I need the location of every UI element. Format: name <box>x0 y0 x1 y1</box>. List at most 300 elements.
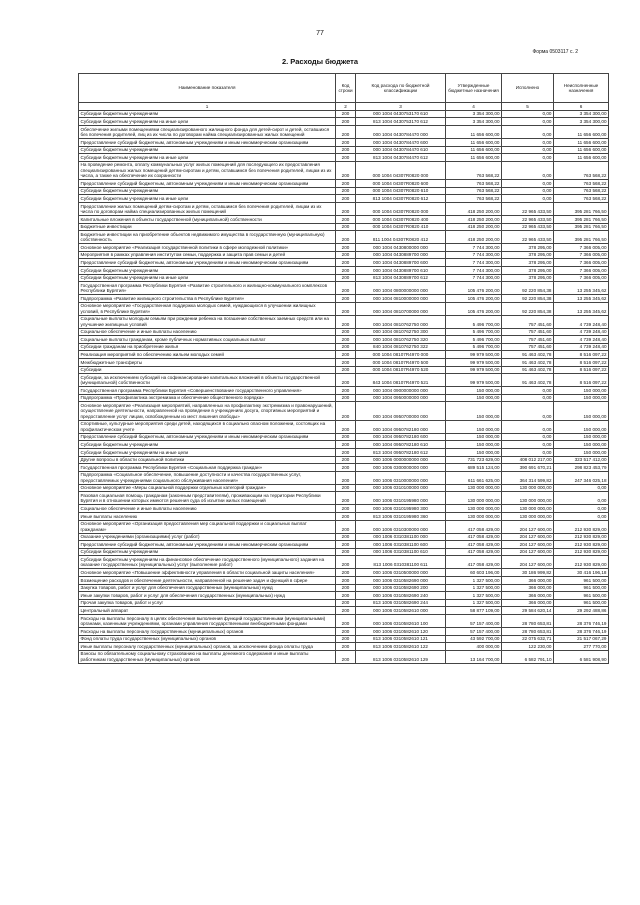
row-approved-amount: 99 979 500,00 <box>446 359 502 367</box>
row-remaining-amount: 7 366 005,00 <box>554 266 609 274</box>
row-line-code: 200 <box>336 492 356 505</box>
row-remaining-amount: 7 366 005,00 <box>554 274 609 282</box>
row-name: Предоставление субсидий бюджетным, автономным учреждениям и иным некоммерческим организациям <box>79 259 336 267</box>
row-executed-amount: 0,00 <box>502 387 554 395</box>
row-line-code: 200 <box>336 110 356 118</box>
row-classification-code: 813 1006 0310195980 360 <box>356 513 446 521</box>
row-remaining-amount: 395 281 766,50 <box>554 202 609 215</box>
row-executed-amount: 22 075 632,71 <box>502 635 554 643</box>
table-row <box>79 420 609 433</box>
column-header-remaining: Неисполненные назначения <box>554 74 609 103</box>
row-classification-code: 813 1006 0310582610 121 <box>356 635 446 643</box>
row-line-code: 200 <box>336 251 356 259</box>
row-classification-code: 000 1004 04307R0820 610 <box>356 187 446 195</box>
table-row <box>79 343 609 351</box>
row-remaining-amount: 277 770,00 <box>554 643 609 651</box>
row-executed-amount: 378 295,00 <box>502 266 554 274</box>
row-name: Основное мероприятие «Меры социальной поддержки отдельных категорий граждан» <box>79 484 336 492</box>
table-row <box>79 614 609 627</box>
row-executed-amount: 22 965 433,50 <box>502 202 554 215</box>
row-approved-amount: 150 000,00 <box>446 441 502 449</box>
row-approved-amount: 11 656 600,00 <box>446 125 502 138</box>
row-approved-amount: 1 327 500,00 <box>446 584 502 592</box>
row-remaining-amount: 3 354 300,00 <box>554 110 609 118</box>
table-row <box>79 569 609 577</box>
row-approved-amount: 130 000 000,00 <box>446 513 502 521</box>
row-executed-amount: 28 780 653,81 <box>502 614 554 627</box>
table-row <box>79 195 609 203</box>
column-header-line-code: Код строки <box>336 74 356 103</box>
row-remaining-amount: 247 346 025,18 <box>554 471 609 484</box>
row-line-code: 200 <box>336 541 356 549</box>
row-approved-amount: 689 515 124,00 <box>446 464 502 472</box>
row-name: Реализация мероприятий по обеспечению жильем молодых семей <box>79 351 336 359</box>
row-remaining-amount: 4 739 248,40 <box>554 336 609 344</box>
row-executed-amount: 0,00 <box>502 118 554 126</box>
row-classification-code: 000 1006 0310195980 000 <box>356 492 446 505</box>
table-row <box>79 154 609 162</box>
row-line-code: 200 <box>336 374 356 387</box>
row-line-code: 200 <box>336 556 356 569</box>
row-line-code: 200 <box>336 650 356 663</box>
column-number: 4 <box>446 103 502 111</box>
row-name: Субсидии бюджетным учреждениям <box>79 441 336 449</box>
row-name: Прочая закупка товаров, работ и услуг <box>79 599 336 607</box>
row-approved-amount: 7 744 300,00 <box>446 251 502 259</box>
row-name: Основное мероприятие «Организация предоставления мер социальной поддержки и социальных выплат гражданам» <box>79 520 336 533</box>
row-approved-amount: 418 250 200,00 <box>446 223 502 231</box>
row-classification-code: 813 1004 0430889700 612 <box>356 274 446 282</box>
row-line-code: 200 <box>336 513 356 521</box>
row-name: Иные выплаты персоналу государственных (муниципальных) органов, за исключением фонда оплаты труда <box>79 643 336 651</box>
row-approved-amount: 150 000,00 <box>446 433 502 441</box>
row-classification-code: 000 1004 0810000000 000 <box>356 295 446 303</box>
table-row <box>79 274 609 282</box>
row-line-code: 200 <box>336 635 356 643</box>
row-classification-code: 000 1004 0430889700 610 <box>356 266 446 274</box>
row-executed-amount: 204 127 600,00 <box>502 520 554 533</box>
row-classification-code: 000 1004 08107R4970 000 <box>356 351 446 359</box>
row-classification-code: 000 1004 0810762750 300 <box>356 328 446 336</box>
row-executed-amount: 364 314 599,82 <box>502 471 554 484</box>
row-name: Основное мероприятие «Повышение эффективности управления в области социальной защиты населения» <box>79 569 336 577</box>
row-name: Центральный аппарат <box>79 607 336 615</box>
row-line-code: 200 <box>336 146 356 154</box>
row-remaining-amount: 212 930 829,00 <box>554 541 609 549</box>
table-row <box>79 180 609 188</box>
table-row <box>79 484 609 492</box>
row-line-code: 200 <box>336 315 356 328</box>
row-classification-code: 813 1004 04307R0820 612 <box>356 195 446 203</box>
row-executed-amount: 91 463 402,78 <box>502 359 554 367</box>
table-row <box>79 282 609 295</box>
row-approved-amount: 3 354 300,00 <box>446 118 502 126</box>
row-remaining-amount: 7 366 005,00 <box>554 259 609 267</box>
row-remaining-amount: 150 000,00 <box>554 387 609 395</box>
row-remaining-amount: 11 656 600,00 <box>554 154 609 162</box>
row-approved-amount: 417 058 429,00 <box>446 541 502 549</box>
row-executed-amount: 91 463 402,78 <box>502 374 554 387</box>
row-line-code: 200 <box>336 441 356 449</box>
row-name: Субсидии гражданам на приобретение жилья <box>79 343 336 351</box>
row-classification-code: 000 1006 0310582610 000 <box>356 607 446 615</box>
row-remaining-amount: 763 568,22 <box>554 195 609 203</box>
row-remaining-amount: 0,00 <box>554 492 609 505</box>
table-row <box>79 433 609 441</box>
row-executed-amount: 0,00 <box>502 394 554 402</box>
row-remaining-amount: 4 739 248,40 <box>554 343 609 351</box>
row-approved-amount: 43 592 700,00 <box>446 635 502 643</box>
row-classification-code: 000 1004 0810762750 000 <box>356 315 446 328</box>
row-remaining-amount: 0,00 <box>554 505 609 513</box>
table-row <box>79 584 609 592</box>
row-executed-amount: 91 463 402,78 <box>502 351 554 359</box>
row-remaining-amount: 150 000,00 <box>554 402 609 420</box>
table-row <box>79 251 609 259</box>
row-name: Взносы по обязательному социальному страхованию на выплаты денежного содержания и иные выплаты работникам государственных (муниципальных) органов <box>79 650 336 663</box>
row-line-code: 200 <box>336 259 356 267</box>
row-approved-amount: 731 723 629,00 <box>446 456 502 464</box>
row-line-code: 200 <box>336 154 356 162</box>
row-name: Государственная программа Республики Бурятия «Совершенствование государственного управления» <box>79 387 336 395</box>
row-approved-amount: 417 058 429,00 <box>446 556 502 569</box>
row-remaining-amount: 6 581 908,90 <box>554 650 609 663</box>
row-executed-amount: 366 000,00 <box>502 584 554 592</box>
row-executed-amount: 122 230,00 <box>502 643 554 651</box>
row-classification-code: 000 1004 0950782180 600 <box>356 433 446 441</box>
row-executed-amount: 204 127 600,00 <box>502 548 554 556</box>
row-executed-amount: 0,00 <box>502 146 554 154</box>
row-classification-code: 000 1004 0950782180 610 <box>356 441 446 449</box>
row-name: Государственная программа Республики Бурятия «Социальная поддержка граждан» <box>79 464 336 472</box>
table-row <box>79 441 609 449</box>
row-executed-amount: 378 295,00 <box>502 244 554 252</box>
row-name: Бюджетные инвестиции <box>79 223 336 231</box>
row-remaining-amount: 961 500,00 <box>554 592 609 600</box>
row-name: Предоставление субсидий бюджетным, автономным учреждениям и иным некоммерческим организациям <box>79 433 336 441</box>
table-row <box>79 266 609 274</box>
row-approved-amount: 57 157 400,00 <box>446 627 502 635</box>
row-line-code: 200 <box>336 471 356 484</box>
row-executed-amount: 0,00 <box>502 441 554 449</box>
row-line-code: 200 <box>336 302 356 315</box>
table-row <box>79 635 609 643</box>
row-name: Подпрограмма «Профилактика экстремизма и обеспечение общественного порядка» <box>79 394 336 402</box>
row-name: Государственная программа Республики Бурятия «Развитие строительного и жилищно-коммунального комплексов Республики Бурятия» <box>79 282 336 295</box>
row-name: Фонд оплаты труда государственных (муниципальных) органов <box>79 635 336 643</box>
row-remaining-amount: 11 656 600,00 <box>554 146 609 154</box>
row-line-code: 200 <box>336 643 356 651</box>
row-line-code: 200 <box>336 274 356 282</box>
row-classification-code: 840 1004 0810762750 322 <box>356 343 446 351</box>
table-row <box>79 351 609 359</box>
table-row <box>79 215 609 223</box>
row-name: Субсидии бюджетным учреждениям <box>79 187 336 195</box>
row-approved-amount: 7 744 300,00 <box>446 259 502 267</box>
row-remaining-amount: 29 292 488,86 <box>554 607 609 615</box>
row-line-code: 200 <box>336 576 356 584</box>
row-classification-code: 000 1004 0810762750 320 <box>356 336 446 344</box>
row-remaining-amount: 13 255 345,62 <box>554 302 609 315</box>
table-row <box>79 244 609 252</box>
row-executed-amount: 0,00 <box>502 138 554 146</box>
row-approved-amount: 7 744 300,00 <box>446 266 502 274</box>
row-name: Иные выплаты населению <box>79 513 336 521</box>
row-name: Обеспечение жилыми помещениями специализированного жилищного фонда для детей-сирот и детей, оставшихся без попечения родителей, лиц из их числа по договорам найма специализированных жилых помещений <box>79 125 336 138</box>
table-row <box>79 223 609 231</box>
row-classification-code: 000 1006 0310582610 120 <box>356 627 446 635</box>
row-line-code: 200 <box>336 569 356 577</box>
row-name: Мероприятия в рамках управления институтом семьи, поддержка и защита прав семьи и детей <box>79 251 336 259</box>
row-name: Социальные выплаты гражданам, кроме публичных нормативных социальных выплат <box>79 336 336 344</box>
row-approved-amount: 418 250 200,00 <box>446 231 502 244</box>
row-classification-code: 000 1004 04307R0820 410 <box>356 223 446 231</box>
row-executed-amount: 22 965 433,50 <box>502 223 554 231</box>
row-executed-amount: 757 451,60 <box>502 343 554 351</box>
row-approved-amount: 99 979 500,00 <box>446 374 502 387</box>
row-remaining-amount: 212 930 829,00 <box>554 556 609 569</box>
row-classification-code: 000 1006 0310381100 600 <box>356 541 446 549</box>
row-classification-code: 000 1006 0310100000 000 <box>356 484 446 492</box>
row-name: Подпрограмма «Развитие жилищного строительства в Республике Бурятия» <box>79 295 336 303</box>
table-row <box>79 607 609 615</box>
row-executed-amount: 0,00 <box>502 125 554 138</box>
row-approved-amount: 11 656 600,00 <box>446 138 502 146</box>
header-row <box>79 74 609 103</box>
row-name: Субсидии бюджетным учреждениям на иные цели <box>79 449 336 457</box>
row-line-code: 200 <box>336 433 356 441</box>
row-approved-amount: 5 496 700,00 <box>446 315 502 328</box>
row-classification-code: 000 1004 0800000000 000 <box>356 282 446 295</box>
row-executed-amount: 390 691 670,21 <box>502 464 554 472</box>
row-approved-amount: 1 327 500,00 <box>446 576 502 584</box>
table-row <box>79 650 609 663</box>
row-remaining-amount: 150 000,00 <box>554 441 609 449</box>
row-classification-code: 000 1006 0310582690 200 <box>356 584 446 592</box>
row-classification-code: 813 1004 0430753170 612 <box>356 118 446 126</box>
row-line-code: 200 <box>336 180 356 188</box>
row-name: Субсидии бюджетным учреждениям <box>79 548 336 556</box>
row-classification-code: 843 1004 08107R4970 521 <box>356 374 446 387</box>
row-remaining-amount: 28 376 746,19 <box>554 614 609 627</box>
row-name: Субсидии бюджетным учреждениям на иные цели <box>79 118 336 126</box>
column-number-row <box>79 103 609 111</box>
row-executed-amount: 28 780 653,81 <box>502 627 554 635</box>
table-row <box>79 118 609 126</box>
row-executed-amount: 92 220 854,38 <box>502 295 554 303</box>
table-row <box>79 125 609 138</box>
row-remaining-amount: 150 000,00 <box>554 449 609 457</box>
row-line-code: 200 <box>336 548 356 556</box>
row-executed-amount: 757 451,60 <box>502 315 554 328</box>
row-classification-code: 000 1004 0430889700 600 <box>356 259 446 267</box>
row-line-code: 200 <box>336 359 356 367</box>
table-row <box>79 394 609 402</box>
row-name: Подпрограмма «Социальное обеспечение, повышение доступности и качества государственных услуг, предоставляемых учреждениями социального обслуживания населения» <box>79 471 336 484</box>
row-remaining-amount: 395 281 766,50 <box>554 215 609 223</box>
row-line-code: 200 <box>336 387 356 395</box>
row-executed-amount: 91 463 402,78 <box>502 366 554 374</box>
table-row <box>79 548 609 556</box>
row-executed-amount: 22 965 433,50 <box>502 215 554 223</box>
row-approved-amount: 417 058 429,00 <box>446 548 502 556</box>
row-line-code: 200 <box>336 607 356 615</box>
row-classification-code: 000 1004 0950000000 000 <box>356 394 446 402</box>
row-approved-amount: 150 000,00 <box>446 449 502 457</box>
row-line-code: 200 <box>336 599 356 607</box>
row-remaining-amount: 8 516 097,22 <box>554 351 609 359</box>
row-line-code: 200 <box>336 215 356 223</box>
table-row <box>79 449 609 457</box>
row-classification-code: 000 1004 0900000000 000 <box>356 387 446 395</box>
row-classification-code: 000 1006 0310381100 610 <box>356 548 446 556</box>
row-approved-amount: 7 744 300,00 <box>446 244 502 252</box>
table-row <box>79 627 609 635</box>
column-number: 6 <box>554 103 609 111</box>
table-row <box>79 556 609 569</box>
table-row <box>79 187 609 195</box>
row-executed-amount: 0,00 <box>502 110 554 118</box>
row-line-code: 200 <box>336 366 356 374</box>
table-row <box>79 202 609 215</box>
row-executed-amount: 378 295,00 <box>502 259 554 267</box>
row-classification-code: 813 1006 0310582610 129 <box>356 650 446 663</box>
row-classification-code: 000 1006 0310000000 000 <box>356 471 446 484</box>
row-remaining-amount: 4 739 248,40 <box>554 315 609 328</box>
row-approved-amount: 763 568,22 <box>446 180 502 188</box>
row-approved-amount: 130 000 000,00 <box>446 505 502 513</box>
table-row <box>79 471 609 484</box>
row-executed-amount: 0,00 <box>502 195 554 203</box>
form-code: Форма 0503117 с. 2 <box>532 49 578 55</box>
row-name: Закупка товаров, работ и услуг для обеспечения государственных (муниципальных) нужд <box>79 584 336 592</box>
row-line-code: 200 <box>336 464 356 472</box>
row-remaining-amount: 3 354 300,00 <box>554 118 609 126</box>
table-row <box>79 295 609 303</box>
row-line-code: 200 <box>336 402 356 420</box>
row-remaining-amount: 8 516 097,22 <box>554 374 609 387</box>
row-classification-code: 813 1006 0310582690 244 <box>356 599 446 607</box>
budget-expenses-table <box>78 73 609 664</box>
row-approved-amount: 611 661 625,00 <box>446 471 502 484</box>
row-classification-code: 813 1006 0310381100 611 <box>356 556 446 569</box>
row-classification-code: 000 1004 0430889700 000 <box>356 251 446 259</box>
row-name: Основное мероприятие «Реализация государственной политики в сфере молодежной политики» <box>79 244 336 252</box>
row-name: Возмещение расходов и обеспечение деятельности, направленной на решение задач и функций в сфере <box>79 576 336 584</box>
row-executed-amount: 130 000 000,00 <box>502 492 554 505</box>
row-name: Другие вопросы в области социальной политики <box>79 456 336 464</box>
row-classification-code: 000 1004 0430753170 610 <box>356 110 446 118</box>
row-executed-amount: 0,00 <box>502 187 554 195</box>
row-remaining-amount: 212 930 829,00 <box>554 520 609 533</box>
row-remaining-amount: 212 930 829,00 <box>554 533 609 541</box>
row-executed-amount: 366 000,00 <box>502 576 554 584</box>
row-executed-amount: 0,00 <box>502 161 554 179</box>
table-row <box>79 374 609 387</box>
row-approved-amount: 105 476 200,00 <box>446 282 502 295</box>
row-classification-code: 000 1006 0310381100 000 <box>356 533 446 541</box>
row-line-code: 200 <box>336 282 356 295</box>
row-name: Предоставление субсидий бюджетным, автономным учреждениям и иным некоммерческим организациям <box>79 138 336 146</box>
row-name: Основное мероприятие «Реализация мероприятий, направленных на профилактику экстремизма и правонарушений, осуществление деятельности, направленной на проведение в учреждениях досуга, спортивных мероприятий и предоставление услуг лицам, освобожденным из мест лишения свободы» <box>79 402 336 420</box>
row-remaining-amount: 150 000,00 <box>554 433 609 441</box>
row-name: Предоставление жилых помещений детям-сиротам и детям, оставшимся без попечения родителей, лицам из их числа по договорам найма специализированных жилых помещений <box>79 202 336 215</box>
row-classification-code: 813 1006 0310582610 122 <box>356 643 446 651</box>
row-executed-amount: 130 000 000,00 <box>502 484 554 492</box>
column-number: 3 <box>356 103 446 111</box>
row-line-code: 200 <box>336 456 356 464</box>
row-line-code: 200 <box>336 125 356 138</box>
table-row <box>79 456 609 464</box>
row-name: Бюджетные инвестиции на приобретение объектов недвижимого имущества в государственную (муниципальную) собственность <box>79 231 336 244</box>
table-row <box>79 533 609 541</box>
row-approved-amount: 763 568,22 <box>446 161 502 179</box>
row-classification-code: 000 1006 0310195980 300 <box>356 505 446 513</box>
row-remaining-amount: 150 000,00 <box>554 420 609 433</box>
row-remaining-amount: 0,00 <box>554 484 609 492</box>
row-approved-amount: 57 157 400,00 <box>446 614 502 627</box>
row-line-code: 200 <box>336 295 356 303</box>
row-remaining-amount: 763 568,22 <box>554 161 609 179</box>
row-remaining-amount: 763 568,22 <box>554 180 609 188</box>
row-approved-amount: 763 568,22 <box>446 195 502 203</box>
row-classification-code: 000 1004 04307R0820 000 <box>356 161 446 179</box>
table-row <box>79 328 609 336</box>
row-remaining-amount: 7 366 005,00 <box>554 244 609 252</box>
row-executed-amount: 0,00 <box>502 180 554 188</box>
row-approved-amount: 3 354 300,00 <box>446 110 502 118</box>
row-line-code: 200 <box>336 351 356 359</box>
row-classification-code: 000 1004 0810700000 000 <box>356 302 446 315</box>
row-approved-amount: 418 250 200,00 <box>446 215 502 223</box>
row-executed-amount: 0,00 <box>502 402 554 420</box>
row-approved-amount: 99 979 500,00 <box>446 366 502 374</box>
row-executed-amount: 378 295,00 <box>502 251 554 259</box>
row-name: Оказание учреждениями (организациями) услуг (работ) <box>79 533 336 541</box>
row-approved-amount: 105 476 200,00 <box>446 302 502 315</box>
row-name: Межбюджетные трансферты <box>79 359 336 367</box>
row-approved-amount: 7 744 300,00 <box>446 274 502 282</box>
row-executed-amount: 366 000,00 <box>502 592 554 600</box>
row-remaining-amount: 961 500,00 <box>554 584 609 592</box>
row-approved-amount: 13 164 700,00 <box>446 650 502 663</box>
row-name: Социальные выплаты молодым семьям при рождении ребенка на погашение собственных заемных средств или на улучшение жилищных условий <box>79 315 336 328</box>
row-name: Субсидии бюджетным учреждениям <box>79 110 336 118</box>
row-name: Социальное обеспечение и иные выплаты населению <box>79 328 336 336</box>
row-executed-amount: 757 451,60 <box>502 336 554 344</box>
row-remaining-amount: 11 656 600,00 <box>554 125 609 138</box>
row-approved-amount: 99 979 500,00 <box>446 351 502 359</box>
row-remaining-amount: 7 366 005,00 <box>554 251 609 259</box>
column-number: 5 <box>502 103 554 111</box>
row-approved-amount: 418 250 200,00 <box>446 202 502 215</box>
row-classification-code: 000 1006 0310300000 000 <box>356 520 446 533</box>
table-body <box>79 110 609 663</box>
row-approved-amount: 150 000,00 <box>446 394 502 402</box>
row-approved-amount: 60 603 196,00 <box>446 569 502 577</box>
column-header-name: Наименование показателя <box>79 74 336 103</box>
row-classification-code: 000 1006 0310582610 100 <box>356 614 446 627</box>
table-row <box>79 520 609 533</box>
row-name: Социальное обеспечение и иные выплаты населению <box>79 505 336 513</box>
table-row <box>79 231 609 244</box>
table-row <box>79 359 609 367</box>
row-name: Предоставление субсидий бюджетным, автономным учреждениям и иным некоммерческим организациям <box>79 180 336 188</box>
row-remaining-amount: 13 255 345,62 <box>554 295 609 303</box>
table-row <box>79 387 609 395</box>
row-classification-code: 000 1004 0430800000 000 <box>356 244 446 252</box>
row-remaining-amount: 150 000,00 <box>554 394 609 402</box>
